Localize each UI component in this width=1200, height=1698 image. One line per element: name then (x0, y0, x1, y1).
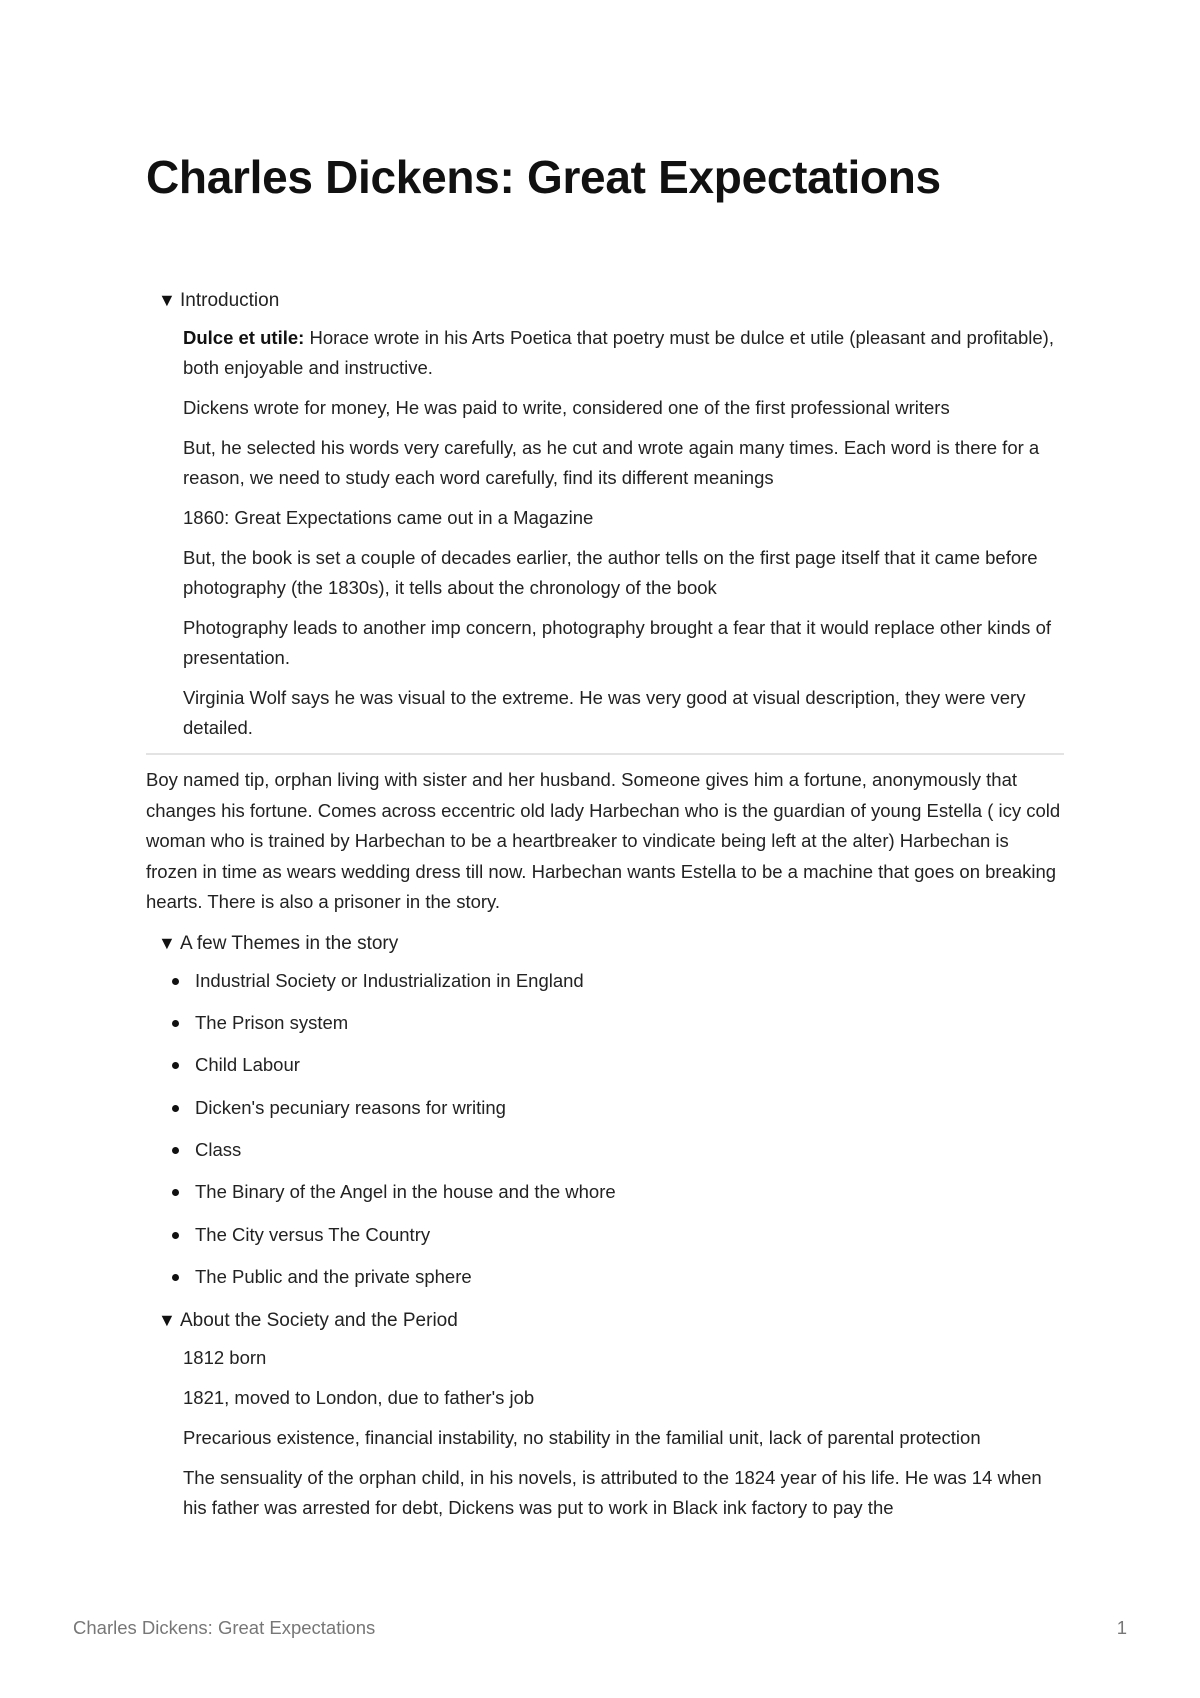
page-number: 1 (1116, 1617, 1127, 1638)
toggle-heading: About the Society and the Period (180, 1309, 458, 1331)
list-item-text: The City versus The Country (195, 1223, 431, 1245)
bullet-icon (172, 1274, 179, 1281)
list-item-text: Dicken's pecuniary reasons for writing (195, 1096, 506, 1118)
intro-paragraph: Virginia Wolf says he was visual to the extreme. He was very good at visual description, they were very detailed. (183, 687, 1026, 738)
toggle-heading: A few Themes in the story (180, 932, 399, 954)
list-item (195, 1262, 1064, 1292)
intro-paragraph: Dickens wrote for money, He was paid to write, considered one of the first professional writers (183, 397, 950, 418)
bullet-icon (172, 978, 179, 985)
list-item (195, 966, 1064, 996)
intro-paragraph: But, the book is set a couple of decades earlier, the author tells on the first page itself that it came before photography (the 1830s), it tells about the chronology of the book (183, 547, 1038, 598)
society-paragraph: 1812 born (183, 1346, 267, 1368)
themes-list (146, 966, 1064, 1293)
intro-paragraph: Photography leads to another imp concern, photography brought a fear that it would replace other kinds of presentation. (183, 617, 1051, 668)
toggle-heading: Introduction (180, 290, 280, 311)
intro-paragraph (183, 323, 1064, 383)
summary-paragraph: Boy named tip, orphan living with sister and her husband. Someone gives him a fortune, anonymously that changes his fortune. Comes across eccentric old lady Harbechan who is the guardian of young Estella ( icy cold woman who is trained by Harbechan to be a heartbreaker to vindicate being left at the alter) Harbechan is frozen in time as wears wedding dress till now. Harbechan wants Estella to be a machine that goes on breaking hearts. There is also a prisoner in the story. (146, 769, 1061, 912)
society-paragraph: The sensuality of the orphan child, in his novels, is attributed to the 1824 year of his life. He was 14 when his father was arrested for debt, Dickens was put to work in Black ink factory to pay the (183, 1466, 1042, 1518)
bullet-icon (172, 1189, 179, 1196)
list-item (195, 1050, 1064, 1080)
list-item (195, 1135, 1064, 1165)
list-item (195, 1008, 1064, 1038)
divider (146, 753, 1064, 755)
toggle-society-period[interactable] (158, 1305, 1064, 1336)
page-footer (73, 1617, 1127, 1639)
footer-title: Charles Dickens: Great Expectations (73, 1617, 376, 1638)
bullet-icon (172, 1062, 179, 1069)
society-body (183, 1343, 1064, 1523)
intro-paragraph: 1860: Great Expectations came out in a Magazine (183, 507, 594, 528)
toggle-triangle-icon[interactable]: ▼ (158, 1309, 176, 1330)
page-title: Charles Dickens: Great Expectations (146, 151, 941, 203)
society-paragraph: Precarious existence, financial instability, no stability in the familial unit, lack of parental protection (183, 1426, 981, 1448)
toggle-triangle-icon[interactable]: ▼ (158, 290, 176, 310)
list-item (195, 1220, 1064, 1250)
society-paragraph: 1821, moved to London, due to father's job (183, 1386, 535, 1408)
document-content (146, 285, 1064, 1533)
bullet-icon (172, 1232, 179, 1239)
list-item (195, 1093, 1064, 1123)
introduction-body (183, 323, 1064, 743)
list-item-text: Industrial Society or Industrialization in England (195, 969, 584, 991)
list-item-text: The Public and the private sphere (195, 1266, 472, 1288)
bullet-icon (172, 1147, 179, 1154)
list-item-text: The Prison system (195, 1011, 349, 1033)
list-item-text: Class (195, 1139, 242, 1161)
bullet-icon (172, 1020, 179, 1027)
toggle-introduction[interactable] (158, 285, 1064, 316)
list-item-text: The Binary of the Angel in the house and the whore (195, 1181, 616, 1203)
list-item-text: Child Labour (195, 1054, 300, 1076)
toggle-themes[interactable] (158, 928, 1064, 959)
list-item (195, 1177, 1064, 1207)
bullet-icon (172, 1105, 179, 1112)
toggle-triangle-icon[interactable]: ▼ (158, 932, 176, 953)
bold-term: Dulce et utile: (183, 327, 305, 348)
intro-paragraph: But, he selected his words very carefully, as he cut and wrote again many times. Each word is there for a reason, we need to study each word carefully, find its different meanings (183, 437, 1040, 488)
paragraph-text: Horace wrote in his Arts Poetica that poetry must be dulce et utile (pleasant and profitable), both enjoyable and instructive. (183, 327, 1054, 378)
